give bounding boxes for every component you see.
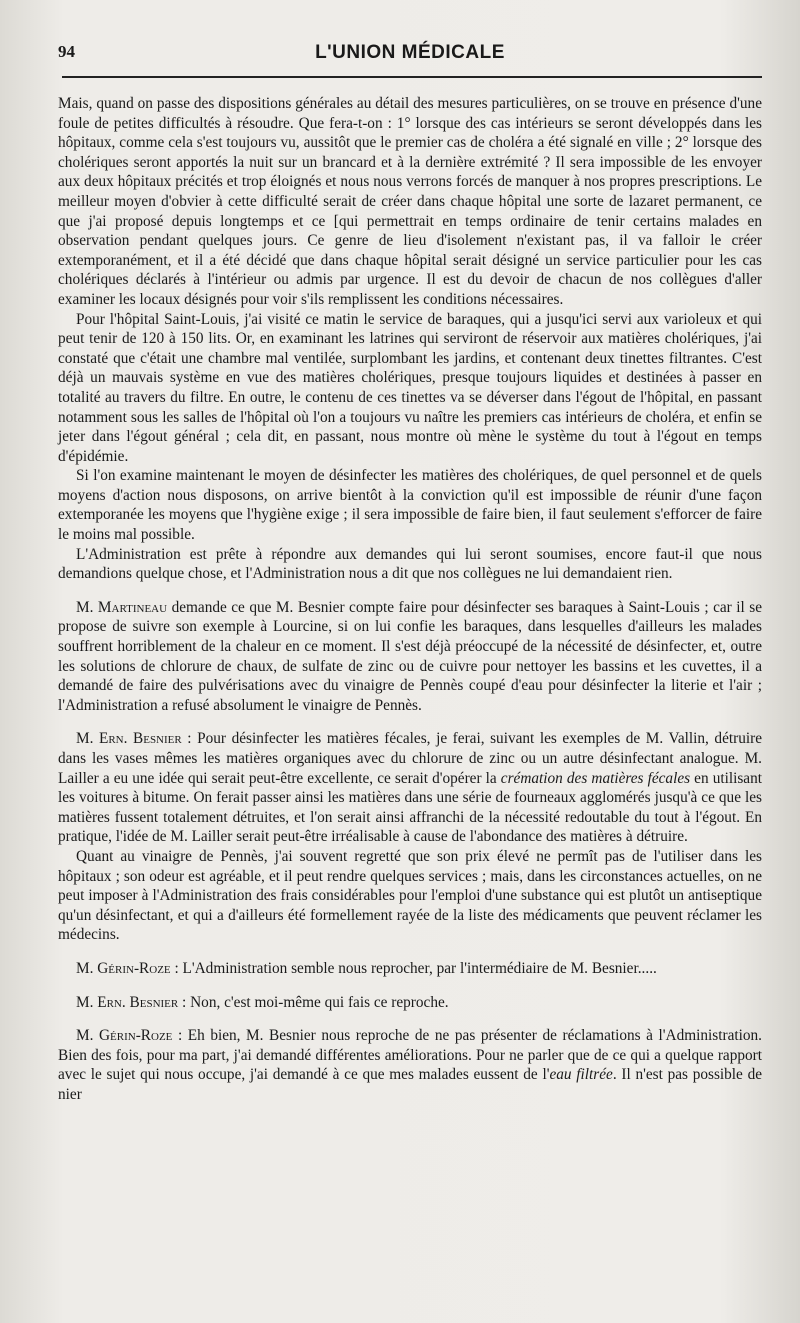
speaker-name: M. Gérin-Roze — [76, 1027, 173, 1045]
italic-phrase: eau filtrée — [549, 1066, 613, 1084]
speaker-paragraph — [58, 598, 762, 716]
header-rule — [62, 76, 762, 78]
page-header — [58, 42, 762, 72]
speaker-name: M. Ern. Besnier — [76, 730, 182, 748]
speech-text: : Eh bien, M. Besnier nous reproche de ne pas présenter de réclamations à l'Administration. Bien des fois, pour ma part, j'ai demandé différentes améliorations. Pour ne parler que de ce qui a quelque rapport avec le sujet qui nous occupe, j'ai demandé à ce que mes malades eussent de l' — [58, 1027, 762, 1084]
speech-text: . Il n'est pas possible de nier — [58, 1066, 763, 1103]
speaker-paragraph — [58, 993, 762, 1013]
speech-text: en utilisant les voitures à bitume. On ferait passer ainsi les matières dans une série de fourneaux agglomérés jusqu'à ce que les matières fussent totalement détruites, et l'on serait ainsi affranchi de la nécessité redoutable du tout à l'égout. En pratique, l'idée de M. Lailler serait peut-être irréalisable à cause de l'abondance des matières à détruire. — [58, 769, 762, 846]
italic-phrase: crémation des matières fécales — [500, 769, 691, 787]
speaker-name: M. Martineau — [76, 598, 168, 616]
speaker-paragraph — [58, 1026, 762, 1104]
running-title: L'UNION MÉDICALE — [315, 42, 505, 63]
speech-text: : Non, c'est moi-même qui fais ce reproche. — [178, 993, 449, 1011]
paragraph: L'Administration est prête à répondre aux demandes qui lui seront soumises, encore faut-il que nous demandions quelque chose, et l'Administration nous a dit que nos collègues ne lui demandaient rien. — [58, 545, 762, 583]
paragraph: Quant au vinaigre de Pennès, j'ai souvent regretté que son prix élevé ne permît pas de l'utiliser dans les hôpitaux ; son odeur est agréable, et il peut rendre quelques services ; mais, dans les circonstances actuelles, on ne peut imposer à l'Administration des frais considérables pour l'emploi d'une substance qui est plutôt un antiseptique qu'un désinfectant, et qui a d'ailleurs été formellement rayée de la liste des médicaments que peuvent réclamer les médecins. — [58, 847, 762, 944]
speaker-paragraph — [58, 729, 762, 847]
speech-text: : L'Administration semble nous reprocher, par l'intermédiaire de M. Besnier..... — [170, 959, 657, 977]
speech-text: demande ce que M. Besnier compte faire pour désinfecter ses baraques à Saint-Louis ; car il se propose de suivre son exemple à Lourcine, si on lui confie les baraques, dans lesquelles d'ailleurs les malades souffrent horriblement de la chaleur en ce moment. Il s'est déjà préoccupé de la nécessité de désinfecter, et, outre les solutions de chlorure de chaux, de sulfate de zinc ou de cuivre pour nettoyer les bassins et les cuvettes, il a demandé de faire des pulvérisations avec du vinaigre de Pennès coupé d'eau pour désinfecter la literie et l'air ; l'Administration a refusé absolument le vinaigre de Pennès. — [58, 598, 762, 714]
paragraph: Mais, quand on passe des dispositions générales au détail des mesures particulières, on se trouve en présence d'une foule de petites difficultés à résoudre. Que fera-t-on : 1° lorsque des cas intérieurs se seront développés dans les hôpitaux, comme cela s'est toujours vu, aussitôt que le premier cas de choléra a été signalé en ville ; 2° lorsque des cholériques seront apportés la nuit sur un brancard et à la dernière extrémité ? Il sera impossible de les envoyer aux deux hôpitaux précités et trop éloignés et nous nous verrons forcés de manquer à nos propres prescriptions. Le meilleur moyen d'obvier à cette difficulté serait de créer dans chaque hôpital une sorte de lazaret permanent, ce que j'ai proposé depuis longtemps et ce [qui permettrait en temps ordinaire de tenir certains malades en observation pendant quelques jours. Ce genre de lieu d'isolement n'existant pas, il va falloir le créer extemporanément, et il a été décidé que dans chaque hôpital serait désigné un service particulier pour les cas cholériques déclarés à l'intérieur ou admis par urgence. Il est du devoir de chacun de nos collègues d'aller examiner les locaux désignés pour voir s'ils remplissent les conditions nécessaires. — [58, 95, 762, 308]
speech-text: : Pour désinfecter les matières fécales, je ferai, suivant les exemples de M. Vallin, détruire dans les vases mêmes les matières organiques avec du chlorure de zinc ou un autre désinfectant analogue. M. Lailler a eu une idée qui serait peut-être excellente, ce serait d'opérer la — [58, 730, 762, 787]
paragraph: Si l'on examine maintenant le moyen de désinfecter les matières des cholériques, de quel personnel et de quels moyens d'action nous disposons, on arrive bientôt à la conviction qu'il est impossible de réunir d'une façon extemporanée les moyens que l'hygiène exige ; il sera impossible de faire bien, il faut seulement s'efforcer de faire le moins mal possible. — [58, 467, 762, 544]
speaker-name: M. Gérin-Roze — [76, 959, 171, 977]
page-number: 94 — [58, 42, 75, 61]
body-text — [58, 94, 762, 1105]
speaker-name: M. Ern. Besnier — [76, 993, 179, 1011]
speaker-paragraph — [58, 959, 762, 979]
paragraph: Pour l'hôpital Saint-Louis, j'ai visité ce matin le service de baraques, qui a jusqu'ici servi aux varioleux et qui peut tenir de 120 à 150 lits. Or, en examinant les latrines qui serviront de réservoir aux matières cholériques, j'ai constaté que c'était une chambre mal ventilée, surplombant les jardins, et contenant deux tinettes filtrantes. C'est déjà un mauvais système en vue des matières cholériques, presque toujours liquides et destinées à passer en totalité au travers du filtre. En outre, le contenu de ces tinettes va se déverser dans l'égout de l'hôpital, en passant notamment sous les salles de l'hôpital où l'on a toujours vu naître les premiers cas intérieurs de choléra, et enfin se jeter dans l'égout général ; cela dit, en passant, nous montre où mène le système du tout à l'égout en temps d'épidémie. — [58, 310, 762, 465]
